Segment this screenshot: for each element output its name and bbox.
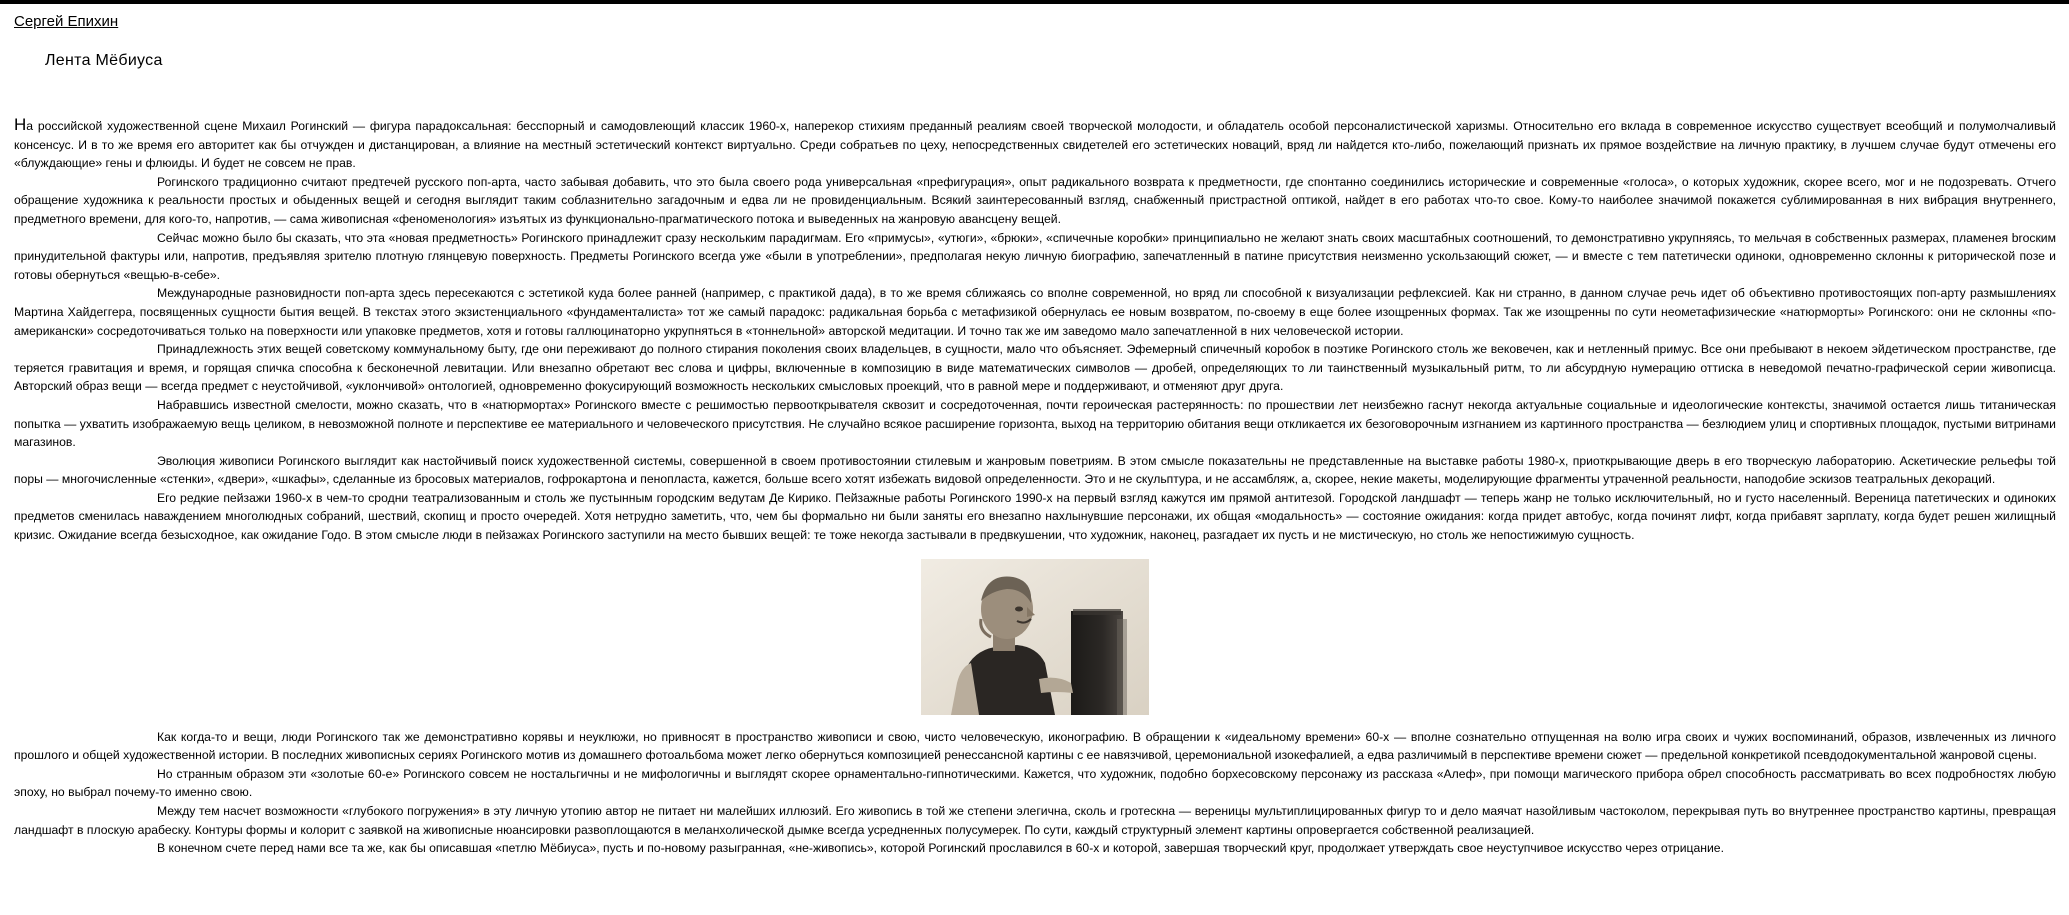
drop-cap: Н	[14, 115, 27, 134]
article-paragraph: Международные разновидности поп-арта здесь пересекаются с эстетикой куда более ранней (например, с практикой дада), в то же время сближаясь со вполне современной, но вряд ли способной к визуализации рефлексией. Как ни странно, в данном случае речь идет об объективно противостоящих поп-арту размышлениях Мартина Хайдеггера, посвященных сущности бытия вещей. В текстах этого экзистенциального «фундаменталиста» тот же самый парадокс: радикальная борьба с метафизикой обернулась ее новым возвратом, по-своему в еще более изощренных формах. Так же изощренны по сути неометафизические «натюрморты» Рогинского: они не склонны «по-американски» сосредоточиваться только на поверхности или упаковке предметов, хотя и готовы галлюцинаторно укрупняться в «тоннельной» авторской медитации. И точно так же им заведомо мало запечатленной в них человеческой истории.	[14, 286, 2056, 338]
artist-photo-illustration	[921, 559, 1149, 715]
article-paragraph: Как когда-то и вещи, люди Рогинского так же демонстративно корявы и неуклюжи, но привносят в пространство живописи и свою, чисто человеческую, иконографию. В обращении к «идеальному времени» 60-х — вполне сознательно отпущенная на волю игра своих и чужих воспоминаний, образов, извлеченных из личного прошлого и общей художественной истории. В последних живописных сериях Рогинского мотив из домашнего фотоальбома может легко обернуться композицией ренессансной картины с ее навязчивой, церемониальной изокефалией, а едва различимый в перспективе времени сюжет — предельной конкретикой псевдодокументальной жанровой сцены.	[14, 729, 2056, 763]
article-paragraph: Набравшись известной смелости, можно сказать, что в «натюрмортах» Рогинского вместе с решимостью первооткрывателя сквозит и сосредоточенная, почти героическая растерянность: по прошествии лет неизбежно гаснут некогда актуальные социальные и идеологические контексты, значимой остается лишь титаническая попытка — ухватить изображаемую вещь целиком, в невозможной полноте и перспективе ее материального и человеческого присутствия. Не случайно всякое расширение горизонта, выход на территорию обитания вещи откликается их безоговорочным изгнанием из картинного пространства — безлюдием улиц и спортивных площадок, пустыми витринами магазинов.	[14, 397, 2056, 450]
article-body	[14, 116, 2056, 858]
article-paragraph: Но странным образом эти «золотые 60-е» Рогинского совсем не ностальгичны и не мифологичны и выглядят скорее орнаментально-гипнотическими. Кажется, что художник, подобно борхесовскому персонажу из рассказа «Алеф», при помощи магического прибора обрел способность рассматривать во всех подробностях любую эпоху, но выбрал почему-то именно свою.	[14, 766, 2056, 800]
artist-photo	[921, 559, 1149, 715]
article-paragraph: Рогинского традиционно считают предтечей русского поп-арта, часто забывая добавить, что это была своего рода универсальная «префигурация», опыт радикального возврата к предметности, где спонтанно соединились исторические и современные «голоса», о которых художник, скорее всего, мог и не подозревать. Отчего обращение художника к реальности простых и обыденных вещей и сегодня выглядит таким соблазнительно загадочным и едва ли не провиденциальным. Всякий заинтересованный взгляд, снабженный пристрастной оптикой, найдет в его работах что-то свое. Кому-то наиболее значимой покажется сублимированная в них вибрация внутреннего, предметного времени, для кого-то, напротив, — сама живописная «феноменология» изъятых из функционально-прагматического потока и выведенных на жанровую авансцену вещей.	[14, 174, 2056, 226]
article-title: Лента Мёбиуса	[45, 52, 163, 69]
article-figure	[14, 559, 2056, 715]
top-rule	[0, 0, 2069, 4]
article-paragraph: Сейчас можно было бы сказать, что эта «новая предметность» Рогинского принадлежит сразу нескольким парадигмам. Его «примусы», «утюги», «брюки», «спичечные коробки» принципиально не желают знать своих масштабных соотношений, то демонстративно укрупняясь, то мельчая в собственных размерах, пламенея brоским принудительной фактуры или, напротив, предъявляя зрителю плотную глянцевую поверхность. Предметы Рогинского всегда уже «были в употреблении», предполагая некую личную биографию, запечатленный в патине присутствия неизменно ускользающий сюжет, — и вместе с тем патетически одиноки, одновременно склонны к риторической позе и готовы обернуться «вещью-в-себе».	[14, 230, 2056, 282]
article-paragraph: Эволюция живописи Рогинского выглядит как настойчивый поиск художественной системы, совершенной в своем противостоянии стилевым и жанровым поветриям. В этом смысле показательны не представленные на выставке работы 1980-х, приоткрывающие дверь в его творческую лабораторию. Аскетические рельефы той поры — многочисленные «стенки», «двери», «шкафы», сделанные из бросовых материалов, гофрокартона и пенопласта, кажется, больше всего хотят избежать видовой определенности. Это и не скульптура, и не ассамбляж, а, скорее, некие макеты, моделирующие фрагменты утраченной реальности, наподобие эскизов театральных декораций.	[14, 453, 2056, 487]
article-paragraph	[14, 116, 2056, 173]
author-link[interactable]: Сергей Епихин	[14, 13, 119, 30]
article-paragraph: Принадлежность этих вещей советскому коммунальному быту, где они переживают до полного стирания поколения своих владельцев, в сущности, мало что объясняет. Эфемерный спичечный коробок в поэтике Рогинского столь же вековечен, как и нетленный примус. Все они пребывают в некоем эйдетическом пространстве, где теряется гравитация и время, и горящая спичка способна к бесконечной левитации. Или внезапно обретают вес слова и цифры, включенные в композицию в виде математических символов — дробей, определяющих то ли таинственный музыкальный ритм, то ли абсурдную нумерацию оттиска в неведомой печатно-графической серии живописца. Авторский образ вещи — всегда предмет с неустойчивой, «уклончивой» онтологией, одновременно фокусирующий возможность нескольких смысловых проекций, что в равной мере и поддерживают, и отменяют друг друга.	[14, 342, 2056, 394]
article-paragraph: Между тем насчет возможности «глубокого погружения» в эту личную утопию автор не питает ни малейших иллюзий. Его живопись в той же степени элегична, сколь и гротескна — вереницы мультиплицированных фигур то и дело маячат назойливым частоколом, перекрывая путь во внутреннее пространство картины, превращая ландшафт в плоскую арабеску. Контуры формы и колорит с заявкой на живописные нюансировки развоплощаются в меланхолической дымке всегда усредненных полусумерек. По сути, каждый структурный элемент картины опровергается собственной реализацией.	[14, 804, 2056, 837]
article-paragraph: Его редкие пейзажи 1960-х в чем-то сродни театрализованным и столь же пустынным городским ведутам Де Кирико. Пейзажные работы Рогинского 1990-х на первый взгляд кажутся им прямой антитезой. Городской ландшафт — теперь жанр не только исключительный, но и густо населенный. Вереница патетических и одиноких предметов сменилась наваждением многолюдных собраний, шествий, скопищ и просто очередей. Хотя нетрудно заметить, что, чем бы формально ни были заняты его внезапно нахлынувшие персонажи, их общая «модальность» — состояние ожидания: когда придет автобус, когда починят лифт, когда прибавят зарплату, когда будет решен жилищный кризис. Ожидание всегда безысходное, как ожидание Годо. В этом смысле люди в пейзажах Рогинского заступили на место бывших вещей: те тоже некогда застывали в предвкушении, что художник, наконец, разгадает их пусть и не мистическую, но столь же непостижимую сущность.	[14, 490, 2056, 543]
article-paragraph: В конечном счете перед нами все та же, как бы описавшая «петлю Мёбиуса», пусть и по-новому разыгранная, «не-живопись», которой Рогинский прославился в 60-х и которой, завершая творческий круг, продолжает утверждать свое неуступчивое искусство через отрицание.	[157, 841, 1724, 856]
article-paragraph-text: а российской художественной сцене Михаил Рогинский — фигура парадоксальная: бесспорный и самодовлеющий классик 1960-х, наперекор стихиям преданный реалиям своей творческой молодости, и обладатель особой персоналистической харизмы. Относительно его вклада в современное искусство существует всеобщий и полумолчаливый консенсус. И в то же время его авторитет как бы отчужден и дистанцирован, а влияние на местный эстетический контекст виртуально. Среди собратьев по цеху, непосредственных свидетелей его эстетических новаций, вряд ли найдется кто-либо, пожелающий признать их прямое воздействие на личную практику, в лучшем случае будут отмечены его «блуждающие» гены и флюиды. И будет не совсем не прав.	[14, 119, 2056, 171]
